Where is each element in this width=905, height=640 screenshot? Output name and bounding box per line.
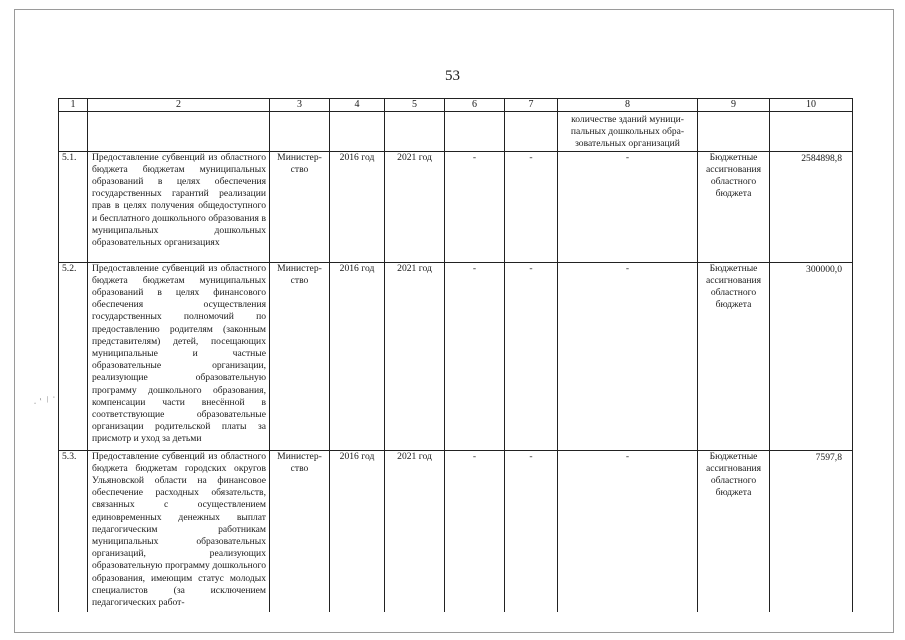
column-header: 3: [270, 99, 330, 112]
table-row: [59, 262, 853, 450]
funding-amount: 7597,8: [770, 450, 853, 612]
executor: Министер-ство: [270, 450, 330, 612]
funding-amount: 2584898,8: [770, 151, 853, 262]
empty-cell: [385, 112, 445, 152]
col6-value: -: [445, 450, 505, 612]
empty-cell: [59, 112, 88, 152]
column-number-row: [59, 99, 853, 112]
measure-description: Предоставление субвенций из областного бюджета бюджетам муниципальных образований в целях финансового обеспечения осуществления государственных полномочий по предоставлению родителям (законным представителям) детей, посещающих муниципальные и частные образовательные организации, реализующие образовательную программу дошкольного образования, компенсации части внесённой в соответствующие образовательные организации родительской платы за присмотр и уход за детьми: [88, 262, 270, 450]
column-header: 5: [385, 99, 445, 112]
funding-amount: 300000,0: [770, 262, 853, 450]
start-year: 2016 год: [330, 262, 385, 450]
scan-artifact: · ' / ·: [32, 391, 58, 409]
program-table: [58, 98, 853, 612]
continuation-text: количестве зданий муници-пальных дошкольных обра-зовательных организаций: [570, 114, 685, 150]
column-header: 8: [558, 99, 698, 112]
measure-description: Предоставление субвенций из областного бюджета бюджетам городских округов Ульяновской области на финансовое обеспечение расходных обязательств, связанных с осуществлением единовременных денежных выплат педагогическим работникам муниципальных образовательных организаций, реализующих образовательную программу дошкольного образования, имеющим статус молодых специалистов (за исключением педагогических работ-: [88, 450, 270, 612]
row-number: 5.1.: [59, 151, 88, 262]
empty-cell: [88, 112, 270, 152]
col8-value: -: [558, 151, 698, 262]
column-header: 7: [505, 99, 558, 112]
table-row: [59, 151, 853, 262]
executor: Министер-ство: [270, 151, 330, 262]
col7-value: -: [505, 450, 558, 612]
column-header: 1: [59, 99, 88, 112]
end-year: 2021 год: [385, 450, 445, 612]
funding-source: Бюджетные ассигнования областного бюджета: [698, 262, 770, 450]
start-year: 2016 год: [330, 151, 385, 262]
start-year: 2016 год: [330, 450, 385, 612]
row-number: 5.3.: [59, 450, 88, 612]
continuation-row: [59, 112, 853, 152]
table-row: [59, 450, 853, 612]
empty-cell: [505, 112, 558, 152]
col8-value: -: [558, 450, 698, 612]
column-header: 2: [88, 99, 270, 112]
funding-source: Бюджетные ассигнования областного бюджета: [698, 450, 770, 612]
empty-cell: [270, 112, 330, 152]
empty-cell: [770, 112, 853, 152]
column-header: 9: [698, 99, 770, 112]
measure-description: Предоставление субвенций из областного бюджета бюджетам муниципальных образований в целях обеспечения государственных гарантий реализации прав в целях получения общедоступного и бесплатного дошкольного образования в муниципальных дошкольных образовательных организациях: [88, 151, 270, 262]
col6-value: -: [445, 151, 505, 262]
executor: Министер-ство: [270, 262, 330, 450]
page-number: 53: [445, 68, 460, 84]
column-header: 10: [770, 99, 853, 112]
funding-source: Бюджетные ассигнования областного бюджета: [698, 151, 770, 262]
col7-value: -: [505, 262, 558, 450]
column-header: 6: [445, 99, 505, 112]
empty-cell: [445, 112, 505, 152]
col6-value: -: [445, 262, 505, 450]
empty-cell: [698, 112, 770, 152]
empty-cell: [330, 112, 385, 152]
row-number: 5.2.: [59, 262, 88, 450]
column-header: 4: [330, 99, 385, 112]
end-year: 2021 год: [385, 262, 445, 450]
col8-value: -: [558, 262, 698, 450]
end-year: 2021 год: [385, 151, 445, 262]
continuation-text-cell: [558, 112, 698, 152]
col7-value: -: [505, 151, 558, 262]
